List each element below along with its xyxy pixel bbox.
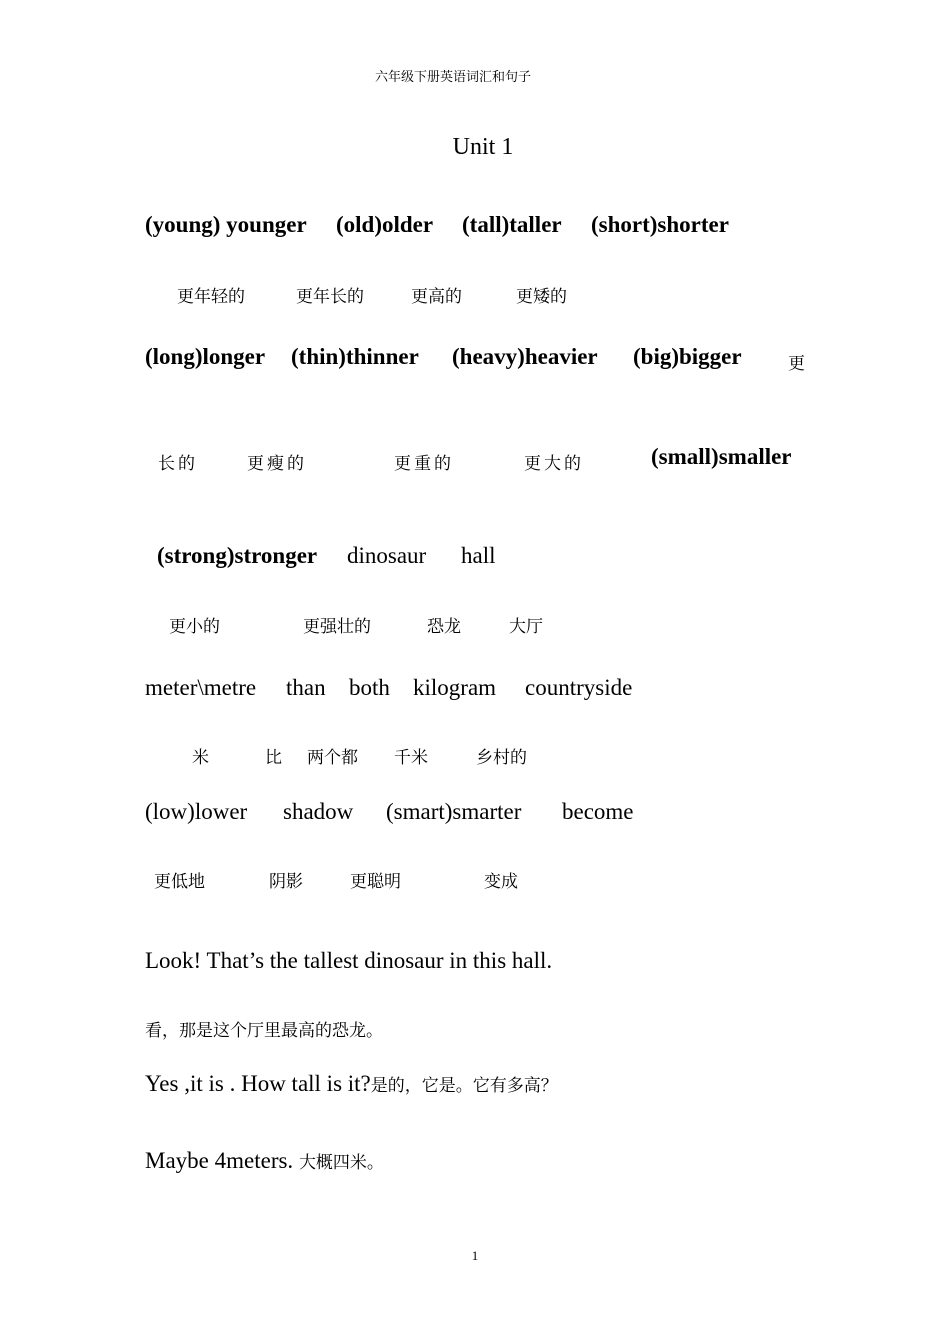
vocab-translation: 千米 — [394, 748, 428, 767]
vocab-translation: 米 — [192, 748, 209, 767]
vocab-word: (short)shorter — [591, 212, 729, 237]
vocab-translation: 更小的 — [169, 617, 220, 636]
vocab-word: kilogram — [413, 675, 497, 700]
sentence-chinese: 是的，它是。它有多高？ — [370, 1076, 558, 1095]
vocab-translation: 长的 — [158, 454, 198, 473]
vocab-word: than — [286, 675, 326, 700]
vocab-word: shadow — [283, 799, 354, 824]
vocab-translation: 恐龙 — [427, 617, 461, 636]
vocab-word: (old)older — [336, 212, 434, 237]
vocab-translation: 变成 — [484, 872, 518, 891]
vocab-translation: 更矮的 — [516, 287, 567, 306]
vocab-word: (heavy)heavier — [452, 344, 598, 369]
sentence-english: Look! That’s the tallest dinosaur in this hall. — [145, 948, 553, 973]
vocab-word: (small)smaller — [651, 444, 792, 469]
vocab-translation: 更年轻的 — [177, 287, 245, 306]
vocab-word: (young) younger — [145, 212, 307, 237]
vocab-word: meter\metre — [145, 675, 257, 700]
vocab-translation: 阴影 — [269, 872, 303, 891]
vocab-word: become — [562, 799, 634, 824]
unit-title: Unit 1 — [452, 134, 514, 160]
vocab-word: (low)lower — [145, 799, 248, 824]
vocab-translation: 更年长的 — [296, 287, 364, 306]
sentence-chinese: 大概四米。 — [298, 1153, 384, 1172]
vocab-translation: 更强壮的 — [303, 617, 371, 636]
sentence-chinese: 看，那是这个厅里最高的恐龙。 — [145, 1021, 383, 1040]
vocab-word: (thin)thinner — [291, 344, 419, 369]
vocab-translation: 更高的 — [411, 287, 462, 306]
vocab-translation: 更瘦的 — [247, 454, 307, 473]
vocab-translation: 更重的 — [394, 454, 454, 473]
vocab-translation: 两个都 — [307, 748, 358, 767]
vocab-word: countryside — [525, 675, 633, 700]
sentence-english: Yes ,it is . How tall is it? — [145, 1071, 371, 1096]
vocab-translation: 更 — [788, 354, 805, 373]
vocab-word: (tall)taller — [462, 212, 562, 237]
vocab-word: hall — [461, 543, 496, 568]
vocab-word: (big)bigger — [633, 344, 742, 369]
vocab-word: dinosaur — [347, 543, 427, 568]
vocab-word: both — [349, 675, 390, 700]
vocab-translation: 更聪明 — [350, 872, 401, 891]
vocab-word: (long)longer — [145, 344, 266, 369]
page-number: 1 — [471, 1248, 479, 1263]
vocab-translation: 更大的 — [524, 454, 584, 473]
page-header: 六年级下册英语词汇和句子 — [374, 69, 531, 84]
sentence-line — [145, 1071, 558, 1097]
vocab-word: (smart)smarter — [386, 799, 522, 824]
sentence-line — [145, 1148, 384, 1174]
sentence-english: Maybe 4meters. — [145, 1148, 294, 1173]
vocab-word: (strong)stronger — [157, 543, 318, 568]
vocab-translation: 大厅 — [509, 617, 543, 636]
vocab-translation: 更低地 — [154, 872, 205, 891]
vocab-translation: 乡村的 — [476, 748, 527, 767]
vocab-translation: 比 — [265, 748, 282, 767]
